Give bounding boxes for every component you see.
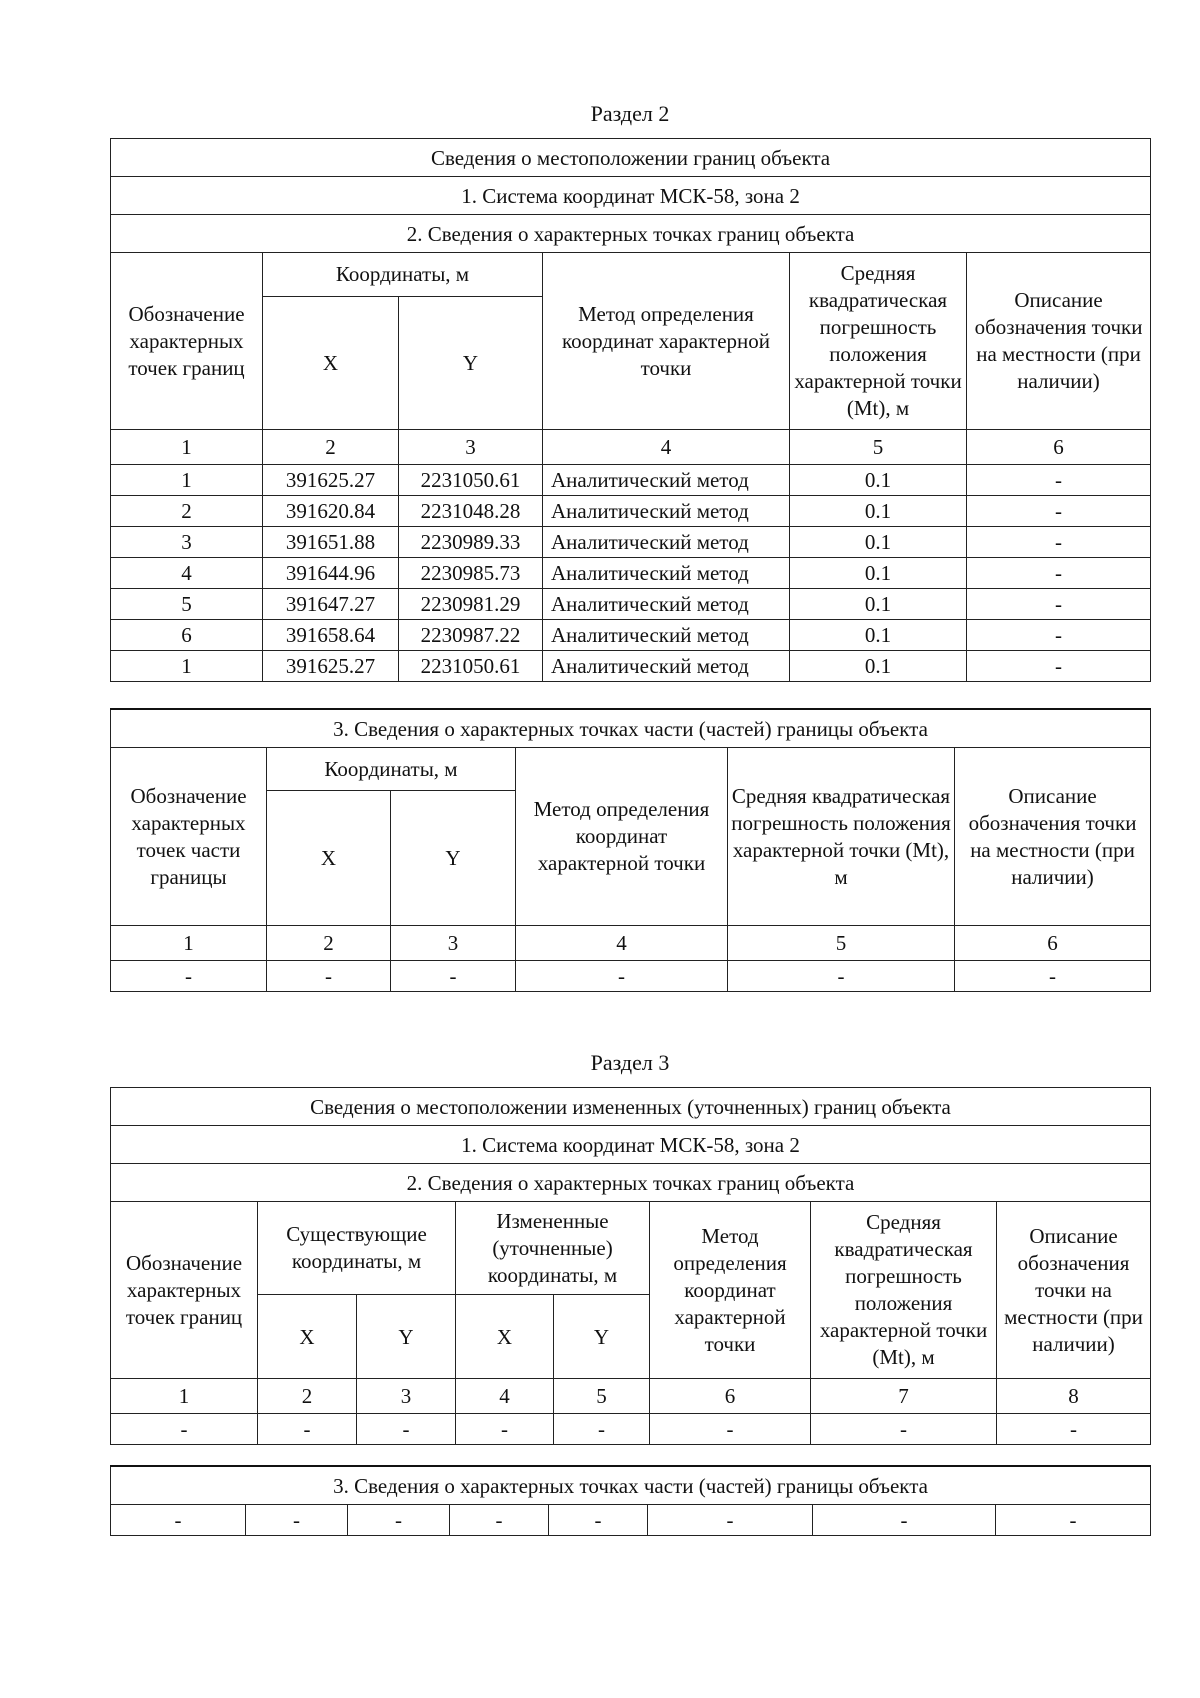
description: - (967, 465, 1151, 496)
s3-col-header-changed-y: Y (554, 1295, 650, 1379)
col-number: 2 (263, 430, 399, 465)
col-number: 2 (258, 1379, 357, 1414)
section-3-boundaries-table (110, 1087, 1151, 1445)
col-number: 5 (790, 430, 967, 465)
table-cell: - (554, 1414, 650, 1445)
col-number: 3 (399, 430, 543, 465)
s3-col-header-existing-x: X (258, 1295, 357, 1379)
table-row (111, 496, 1151, 527)
s3-col-header-changed: Измененные (уточненные) координаты, м (456, 1202, 650, 1295)
table-cell: - (648, 1505, 813, 1536)
col-header-description: Описание обозначения точки на местности (при наличии) (967, 253, 1151, 430)
col-number: 6 (955, 926, 1151, 961)
column-numbers-row (111, 926, 1151, 961)
method: Аналитический метод (543, 558, 790, 589)
col-number: 4 (456, 1379, 554, 1414)
section-2-part-heading: 3. Сведения о характерных точках части (частей) границы объекта (111, 709, 1151, 748)
table-cell: - (997, 1414, 1151, 1445)
error-mt: 0.1 (790, 465, 967, 496)
column-numbers-row (111, 430, 1151, 465)
error-mt: 0.1 (790, 558, 967, 589)
method: Аналитический метод (543, 465, 790, 496)
coord-y: 2230989.33 (399, 527, 543, 558)
s3-col-header-existing: Существующие координаты, м (258, 1202, 456, 1295)
description: - (967, 620, 1151, 651)
col-number: 3 (357, 1379, 456, 1414)
table-row (111, 558, 1151, 589)
col-header-method: Метод определения координат характерной точки (543, 253, 790, 430)
table-row (111, 1505, 1151, 1536)
method: Аналитический метод (543, 589, 790, 620)
coord-y: 2230987.22 (399, 620, 543, 651)
col-number: 5 (728, 926, 955, 961)
coord-x: 391625.27 (263, 465, 399, 496)
s3-col-header-designation: Обозначение характерных точек границ (111, 1202, 258, 1379)
table-cell: - (450, 1505, 549, 1536)
col-number: 7 (811, 1379, 997, 1414)
coord-x: 391620.84 (263, 496, 399, 527)
column-numbers-row (111, 1379, 1151, 1414)
part-col-header-description: Описание обозначения точки на местности (при наличии) (955, 748, 1151, 926)
coord-y: 2230981.29 (399, 589, 543, 620)
error-mt: 0.1 (790, 527, 967, 558)
point-id: 1 (111, 465, 263, 496)
table-cell: - (111, 961, 267, 992)
s3-col-header-error: Средняя квадратическая погрешность положения характерной точки (Mt), м (811, 1202, 997, 1379)
part-col-header-x: X (267, 791, 391, 926)
point-id: 6 (111, 620, 263, 651)
section-3-heading: Сведения о местоположении измененных (уточненных) границ объекта (111, 1088, 1151, 1126)
method: Аналитический метод (543, 496, 790, 527)
table-cell: - (813, 1505, 996, 1536)
error-mt: 0.1 (790, 496, 967, 527)
s3-col-header-existing-y: Y (357, 1295, 456, 1379)
col-number: 6 (967, 430, 1151, 465)
col-number: 3 (391, 926, 516, 961)
table-cell: - (811, 1414, 997, 1445)
method: Аналитический метод (543, 651, 790, 682)
point-id: 2 (111, 496, 263, 527)
section-2-coord-system: 1. Система координат МСК-58, зона 2 (111, 177, 1151, 215)
col-number: 4 (543, 430, 790, 465)
table-row (111, 1414, 1151, 1445)
s3-col-header-method: Метод определения координат характерной точки (650, 1202, 811, 1379)
error-mt: 0.1 (790, 589, 967, 620)
coord-y: 2230985.73 (399, 558, 543, 589)
table-cell: - (267, 961, 391, 992)
table-row (111, 961, 1151, 992)
error-mt: 0.1 (790, 651, 967, 682)
error-mt: 0.1 (790, 620, 967, 651)
table-cell: - (516, 961, 728, 992)
coord-y: 2231048.28 (399, 496, 543, 527)
col-number: 1 (111, 430, 263, 465)
col-number: 1 (111, 926, 267, 961)
table-cell: - (955, 961, 1151, 992)
coord-x: 391651.88 (263, 527, 399, 558)
section-2-title: Раздел 2 (590, 101, 670, 126)
table-cell: - (650, 1414, 811, 1445)
point-id: 4 (111, 558, 263, 589)
point-id: 5 (111, 589, 263, 620)
s3-col-header-changed-x: X (456, 1295, 554, 1379)
table-cell: - (258, 1414, 357, 1445)
coord-y: 2231050.61 (399, 465, 543, 496)
table-cell: - (996, 1505, 1151, 1536)
table-cell: - (111, 1505, 246, 1536)
part-col-header-method: Метод определения координат характерной точки (516, 748, 728, 926)
col-number: 1 (111, 1379, 258, 1414)
section-3-coord-system: 1. Система координат МСК-58, зона 2 (111, 1126, 1151, 1164)
table-cell: - (391, 961, 516, 992)
section-2-boundaries-table (110, 138, 1151, 682)
table-row (111, 527, 1151, 558)
part-col-header-designation: Обозначение характерных точек части границы (111, 748, 267, 926)
part-col-header-y: Y (391, 791, 516, 926)
table-cell: - (111, 1414, 258, 1445)
section-3-title: Раздел 3 (590, 1050, 670, 1075)
table-row (111, 651, 1151, 682)
col-header-coords: Координаты, м (263, 253, 543, 297)
col-header-x: X (263, 297, 399, 430)
coord-x: 391647.27 (263, 589, 399, 620)
part-col-header-error: Средняя квадратическая погрешность положения характерной точки (Mt), м (728, 748, 955, 926)
description: - (967, 651, 1151, 682)
s3-col-header-description: Описание обозначения точки на местности (при наличии) (997, 1202, 1151, 1379)
table-row (111, 620, 1151, 651)
table-cell: - (357, 1414, 456, 1445)
table-row (111, 465, 1151, 496)
table-cell: - (348, 1505, 450, 1536)
table-cell: - (549, 1505, 648, 1536)
description: - (967, 558, 1151, 589)
section-2-points-heading: 2. Сведения о характерных точках границ объекта (111, 215, 1151, 253)
section-3-part-heading: 3. Сведения о характерных точках части (частей) границы объекта (111, 1466, 1151, 1505)
section-3-part-boundaries-table (110, 1465, 1151, 1536)
section-2-part-boundaries-table (110, 708, 1151, 992)
col-header-designation: Обозначение характерных точек границ (111, 253, 263, 430)
table-cell: - (728, 961, 955, 992)
coord-x: 391658.64 (263, 620, 399, 651)
col-number: 6 (650, 1379, 811, 1414)
table-row (111, 589, 1151, 620)
coord-x: 391644.96 (263, 558, 399, 589)
part-col-header-coords: Координаты, м (267, 748, 516, 791)
col-number: 5 (554, 1379, 650, 1414)
coord-x: 391625.27 (263, 651, 399, 682)
col-header-y: Y (399, 297, 543, 430)
point-id: 1 (111, 651, 263, 682)
method: Аналитический метод (543, 527, 790, 558)
section-3-points-heading: 2. Сведения о характерных точках границ объекта (111, 1164, 1151, 1202)
col-header-error: Средняя квадратическая погрешность положения характерной точки (Mt), м (790, 253, 967, 430)
col-number: 2 (267, 926, 391, 961)
description: - (967, 589, 1151, 620)
col-number: 8 (997, 1379, 1151, 1414)
description: - (967, 496, 1151, 527)
section-2-heading: Сведения о местоположении границ объекта (111, 139, 1151, 177)
coord-y: 2231050.61 (399, 651, 543, 682)
point-id: 3 (111, 527, 263, 558)
table-cell: - (456, 1414, 554, 1445)
table-cell: - (246, 1505, 348, 1536)
method: Аналитический метод (543, 620, 790, 651)
description: - (967, 527, 1151, 558)
col-number: 4 (516, 926, 728, 961)
